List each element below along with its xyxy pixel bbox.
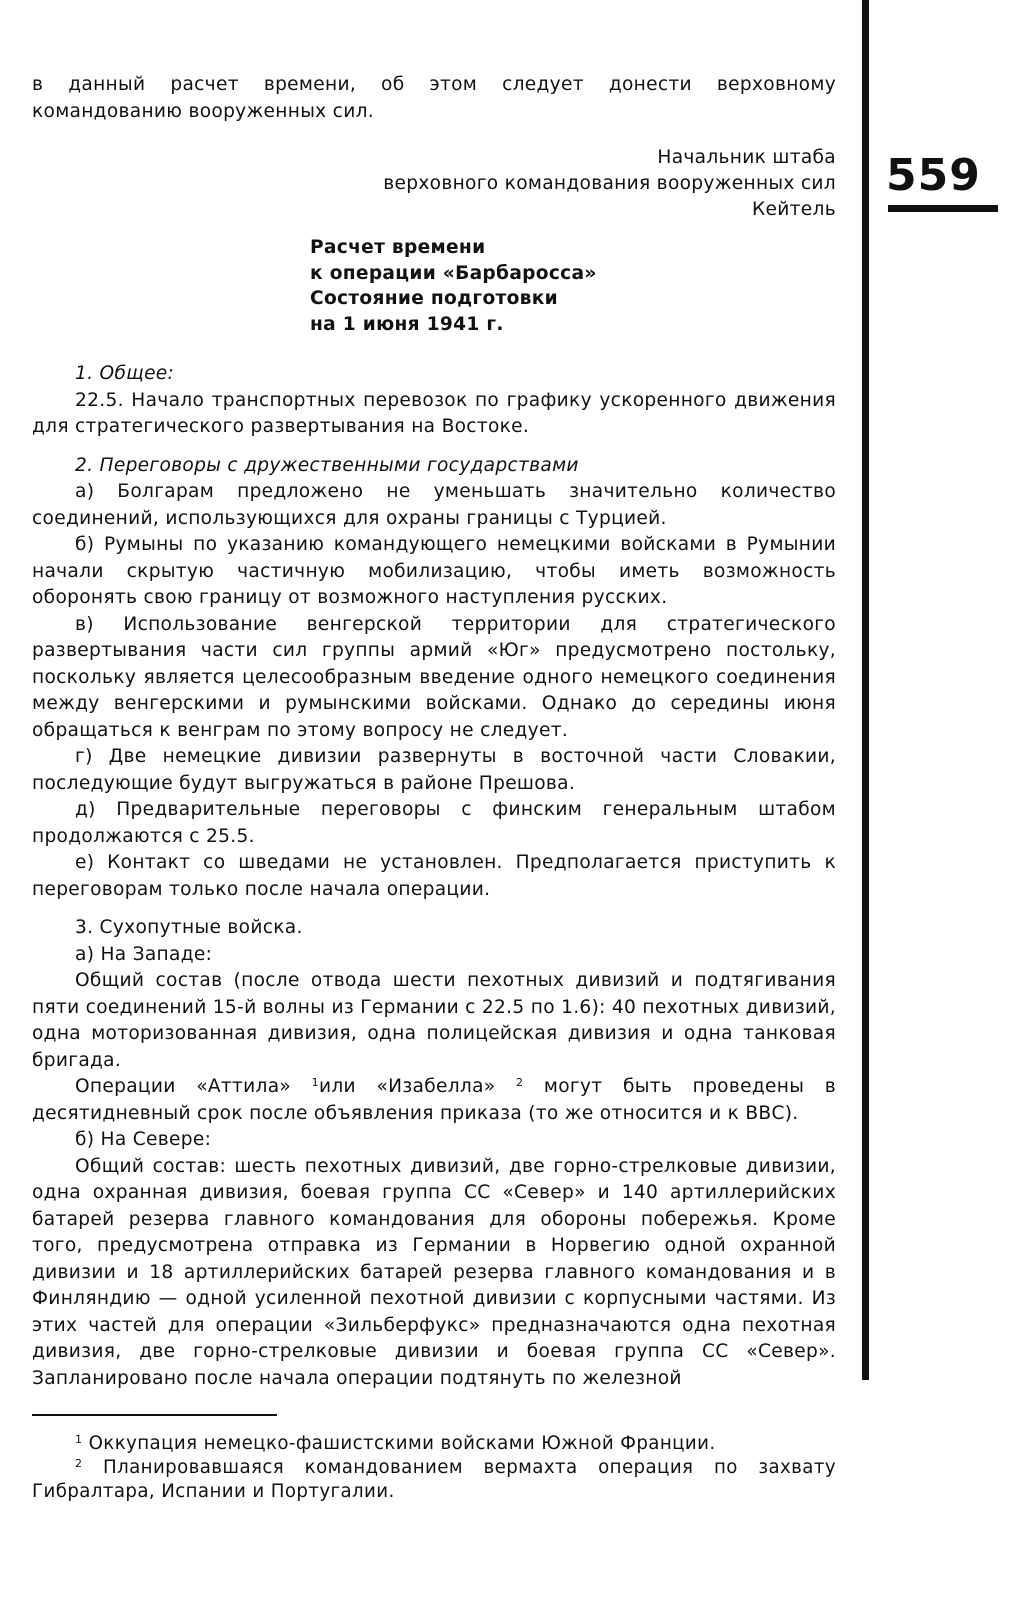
footnote-1 (32, 1432, 836, 1456)
section-2-heading: 2. Переговоры с дружественными государствами (75, 454, 579, 476)
document-title (310, 235, 836, 337)
footnotes (32, 1432, 836, 1504)
page-number: 559 (886, 150, 981, 201)
signature-block (32, 145, 836, 223)
footnote-ref-2: 2 (516, 1076, 524, 1089)
footnote-1-mark: 1 (75, 1433, 83, 1446)
section-2-item-e: е) Контакт со шведами не установлен. Предполагается приступить к переговорам только после начала операции. (32, 852, 836, 900)
footnote-2 (32, 1456, 836, 1504)
section-2-item-a: а) Болгарам предложено не уменьшать значительно количество соединений, использующихся для охраны границы с Турцией. (32, 481, 836, 529)
signature-name: Кейтель (752, 199, 836, 220)
north-paragraph: Общий состав: шесть пехотных дивизий, две горно-стрелковые дивизии, одна охранная дивизия, боевая группа СС «Север» и 140 артиллерийских батарей резерва главного командования для обороны побережья. Кроме того, предусмотрена отправка из Германии в Норвегию одной охранной дивизии и 18 артиллерийских батарей резерва главного командования и в Финляндию — одной усиленной пехотной дивизии с корпусными частями. Из этих частей для операции «Зильберфукс» предназначаются одна пехотная дивизия, две горно-стрелковые дивизии и боевая группа СС «Север». Запланировано после начала операции подтянуть по железной (32, 1155, 836, 1389)
footnote-1-text: Оккупация немецко-фашистскими войсками Южной Франции. (82, 1433, 716, 1454)
margin-vertical-rule (862, 0, 869, 1380)
west-heading: а) На Западе: (75, 943, 213, 965)
document-title-line-2: к операции «Барбаросса» (310, 262, 597, 284)
document-title-line-3: Состояние подготовки (310, 288, 558, 309)
section-1-paragraph: 22.5. Начало транспортных перевозок по графику ускоренного движения для стратегического развертывания на Востоке. (32, 389, 836, 437)
signature-line-1: Начальник штаба (657, 147, 836, 168)
north-heading: б) На Севере: (75, 1129, 212, 1150)
west-paragraph-2-middle: или «Изабелла» (318, 1076, 517, 1097)
section-1-heading: 1. Общее: (75, 363, 175, 384)
signature-line-2: верховного командования вооруженных сил (383, 173, 836, 194)
section-2-item-g: г) Две немецкие дивизии развернуты в восточной части Словакии, последующие будут выгружаться в районе Прешова. (32, 746, 836, 794)
section-3-heading: 3. Сухопутные войска. (75, 917, 303, 938)
document-title-line-1: Расчет времени (310, 237, 486, 258)
section-2-item-d: д) Предварительные переговоры с финским генеральным штабом продолжаются с 25.5. (32, 799, 836, 847)
footnote-2-text: Планировавшаяся командованием вермахта операция по захвату Гибралтара, Испании и Португалии. (32, 1457, 836, 1502)
document-title-line-4: на 1 июня 1941 г. (310, 313, 504, 335)
main-text (32, 72, 836, 1392)
west-paragraph-2-start: Операции «Аттила» (75, 1076, 312, 1097)
west-paragraph-2 (32, 1074, 836, 1127)
west-paragraph-2-end: могут быть проведены в десятидневный срок после объявления приказа (то же относится и к ВВС). (32, 1076, 836, 1124)
page-number-underline (888, 205, 998, 212)
footnote-2-mark: 2 (75, 1457, 83, 1470)
section-2-item-b: б) Румыны по указанию командующего немецкими войсками в Румынии начали скрытую частичную мобилизацию, чтобы иметь возможность оборонять свою границу от возможного наступления русских. (32, 534, 836, 608)
footnote-separator (32, 1414, 277, 1416)
section-2-item-v: в) Использование венгерской территории для стратегического развертывания части сил группы армий «Юг» предусмотрено постольку, поскольку является целесообразным введение одного немецкого соединения между венгерскими и румынскими войсками. Однако до середины июня обращаться к венграм по этому вопросу не следует. (32, 613, 836, 741)
footnote-ref-1: 1 (311, 1076, 319, 1089)
opening-paragraph: в данный расчет времени, об этом следует донести верховному командованию вооруженных сил. (32, 74, 836, 122)
west-paragraph-1: Общий состав (после отвода шести пехотных дивизий и подтягивания пяти соединений 15-й волны из Германии с 22.5 по 1.6): 40 пехотных дивизий, одна моторизованная дивизия, одна полицейская дивизия и одна танковая бригада. (32, 970, 836, 1071)
